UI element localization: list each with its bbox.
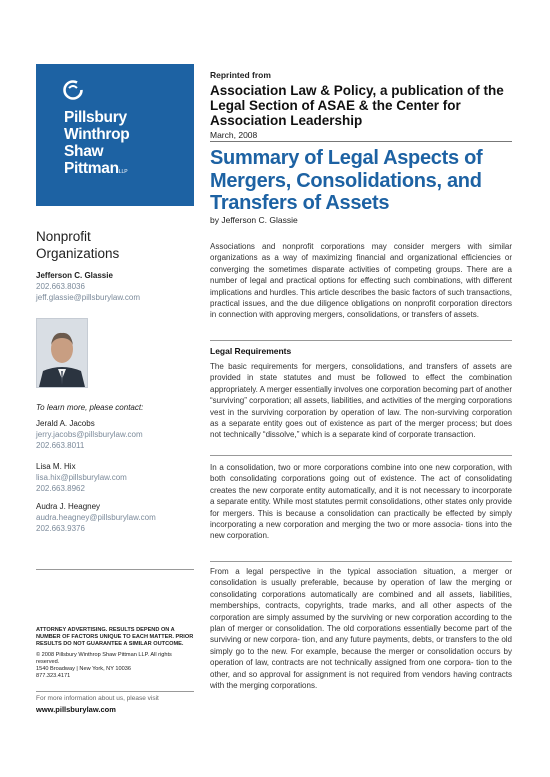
logo-line-3: Shaw [64,143,104,160]
firm-logo-wordmark [64,109,129,181]
author-name: Jefferson C. Glassie [36,271,113,280]
firm-logo-icon [62,79,84,101]
logo-line-2: Winthrop [64,126,130,143]
logo-llp: LLP [118,169,128,175]
section-divider [210,340,512,341]
article-title: Summary of Legal Aspects of Mergers, Consolidations, and Transfers of Assets [210,147,483,214]
article-intro: Associations and nonprofit corporations may consider mergers with similar organizations as a way of maximizing financial and organizational efficiencies or converging the sometimes disparate activities of competing groups. There are a number of legal and practical options for effecting such combinations, with different implications and hurdles. This article describes the basic factors of such transactions, practical issues, and the due diligence obligations on nonprofit corporation directors in connection with approving mergers, consolidations, or transfers of assets. [210,242,512,320]
author-portrait-image [37,319,87,387]
firm-phone: 877.323.4171 [36,673,71,679]
reprint-label: Reprinted from [210,70,271,80]
footer-note: For more information about us, please visit [36,695,159,702]
contact-phone: 202.663.8962 [36,484,85,493]
attorney-advertising-notice: ATTORNEY ADVERTISING. RESULTS DEPEND ON A NUMBER OF FACTORS UNIQUE TO EACH MATTER. PRIOR RESULTS DO NOT GUARANTEE A SIMILAR OUTCOME. [36,627,194,647]
firm-address: 1540 Broadway | New York, NY 10036 [36,666,131,672]
header-divider [210,141,512,142]
footer-divider [36,691,194,692]
disclaimer-block [36,627,194,680]
contact-name: Audra J. Heagney [36,502,101,511]
firm-logo-block [36,64,194,206]
contact-card [36,418,143,451]
section-divider [210,455,512,456]
sidebar-divider [36,569,194,570]
website-link[interactable]: www.pillsburylaw.com [36,705,116,714]
body-paragraph: From a legal perspective in the typical association situation, a merger or consolidation is usually preferable, because by operation of law the merging or consolidating corporations automatically are combined and all assets, liabilities, memberships, contracts, copyrights, trade marks, and all other aspects of the corporation are simply assumed by the surviving or new corporation according to the plan of merger or consolidation. The old corporations essentially become part of the surviving or new corpora- tion, and any future payments, debts, or transfers to the old simply go to the new. For example, because the merger or consolidation occurs by operation of law, contracts are not technically assigned from one corpora- tion to the other, and so approval for assignment is not required from vendors having contracts with the merging corporations. [210,567,512,691]
author-phone: 202.663.8036 [36,282,85,291]
reprint-date: March, 2008 [210,130,258,140]
section-divider [210,561,512,562]
contact-phone: 202.663.8011 [36,441,85,450]
contact-card [36,461,127,494]
article-byline: by Jefferson C. Glassie [210,215,298,225]
section-heading-line-2: Organizations [36,246,120,261]
copyright-notice: © 2008 Pillsbury Winthrop Shaw Pittman LLP. All rights reserved. [36,652,172,665]
body-paragraph: The basic requirements for mergers, consolidations, and transfers of assets are provided in state statutes and must be followed to effect the combination appropriately. A merger essentially involves one corporation becoming part of another “surviving” corporation; all assets, liabilities, and activities of the merging corporations vest in the surviving corporation by operation of law. The non-surviving corporation as a separate entity goes out of existence as part of the merger process; but does not technically “dissolve,” which is a separate kind of corporate transaction. [210,362,512,440]
contact-email-link[interactable]: audra.heagney@pillsburylaw.com [36,513,156,522]
section-heading-line-1: Nonprofit [36,229,91,244]
contact-email-link[interactable]: jerry.jacobs@pillsburylaw.com [36,430,143,439]
body-paragraph: In a consolidation, two or more corporations combine into one new corporation, with both consolidating corporations going out of existence. The act of consolidating creates the new corporate entity automatically, and it is not necessary to incorporate a separate entity. While most statutes permit consolidations, other states only provide for mergers. This is because a consolidation can practically be effected by simply incorporating a new corporation and merging the two or more associa- tions into the new corporation. [210,463,512,541]
author-photo [36,318,88,388]
contact-name: Jerald A. Jacobs [36,419,95,428]
reprint-header [210,70,520,140]
contact-email-link[interactable]: lisa.hix@pillsburylaw.com [36,473,127,482]
contact-card [36,501,156,534]
legal-requirements-heading: Legal Requirements [210,346,292,356]
logo-line-1: Pillsbury [64,109,127,126]
author-email-link[interactable]: jeff.glassie@pillsburylaw.com [36,293,141,302]
contact-name: Lisa M. Hix [36,462,76,471]
reprint-publication: Association Law & Policy, a publication of the Legal Section of ASAE & the Center for Association Leadership [210,83,504,128]
contact-phone: 202.663.9376 [36,524,85,533]
author-contact [36,270,140,303]
section-heading [36,228,119,262]
logo-line-4: Pittman [64,160,119,177]
learn-more-label: To learn more, please contact: [36,403,144,412]
